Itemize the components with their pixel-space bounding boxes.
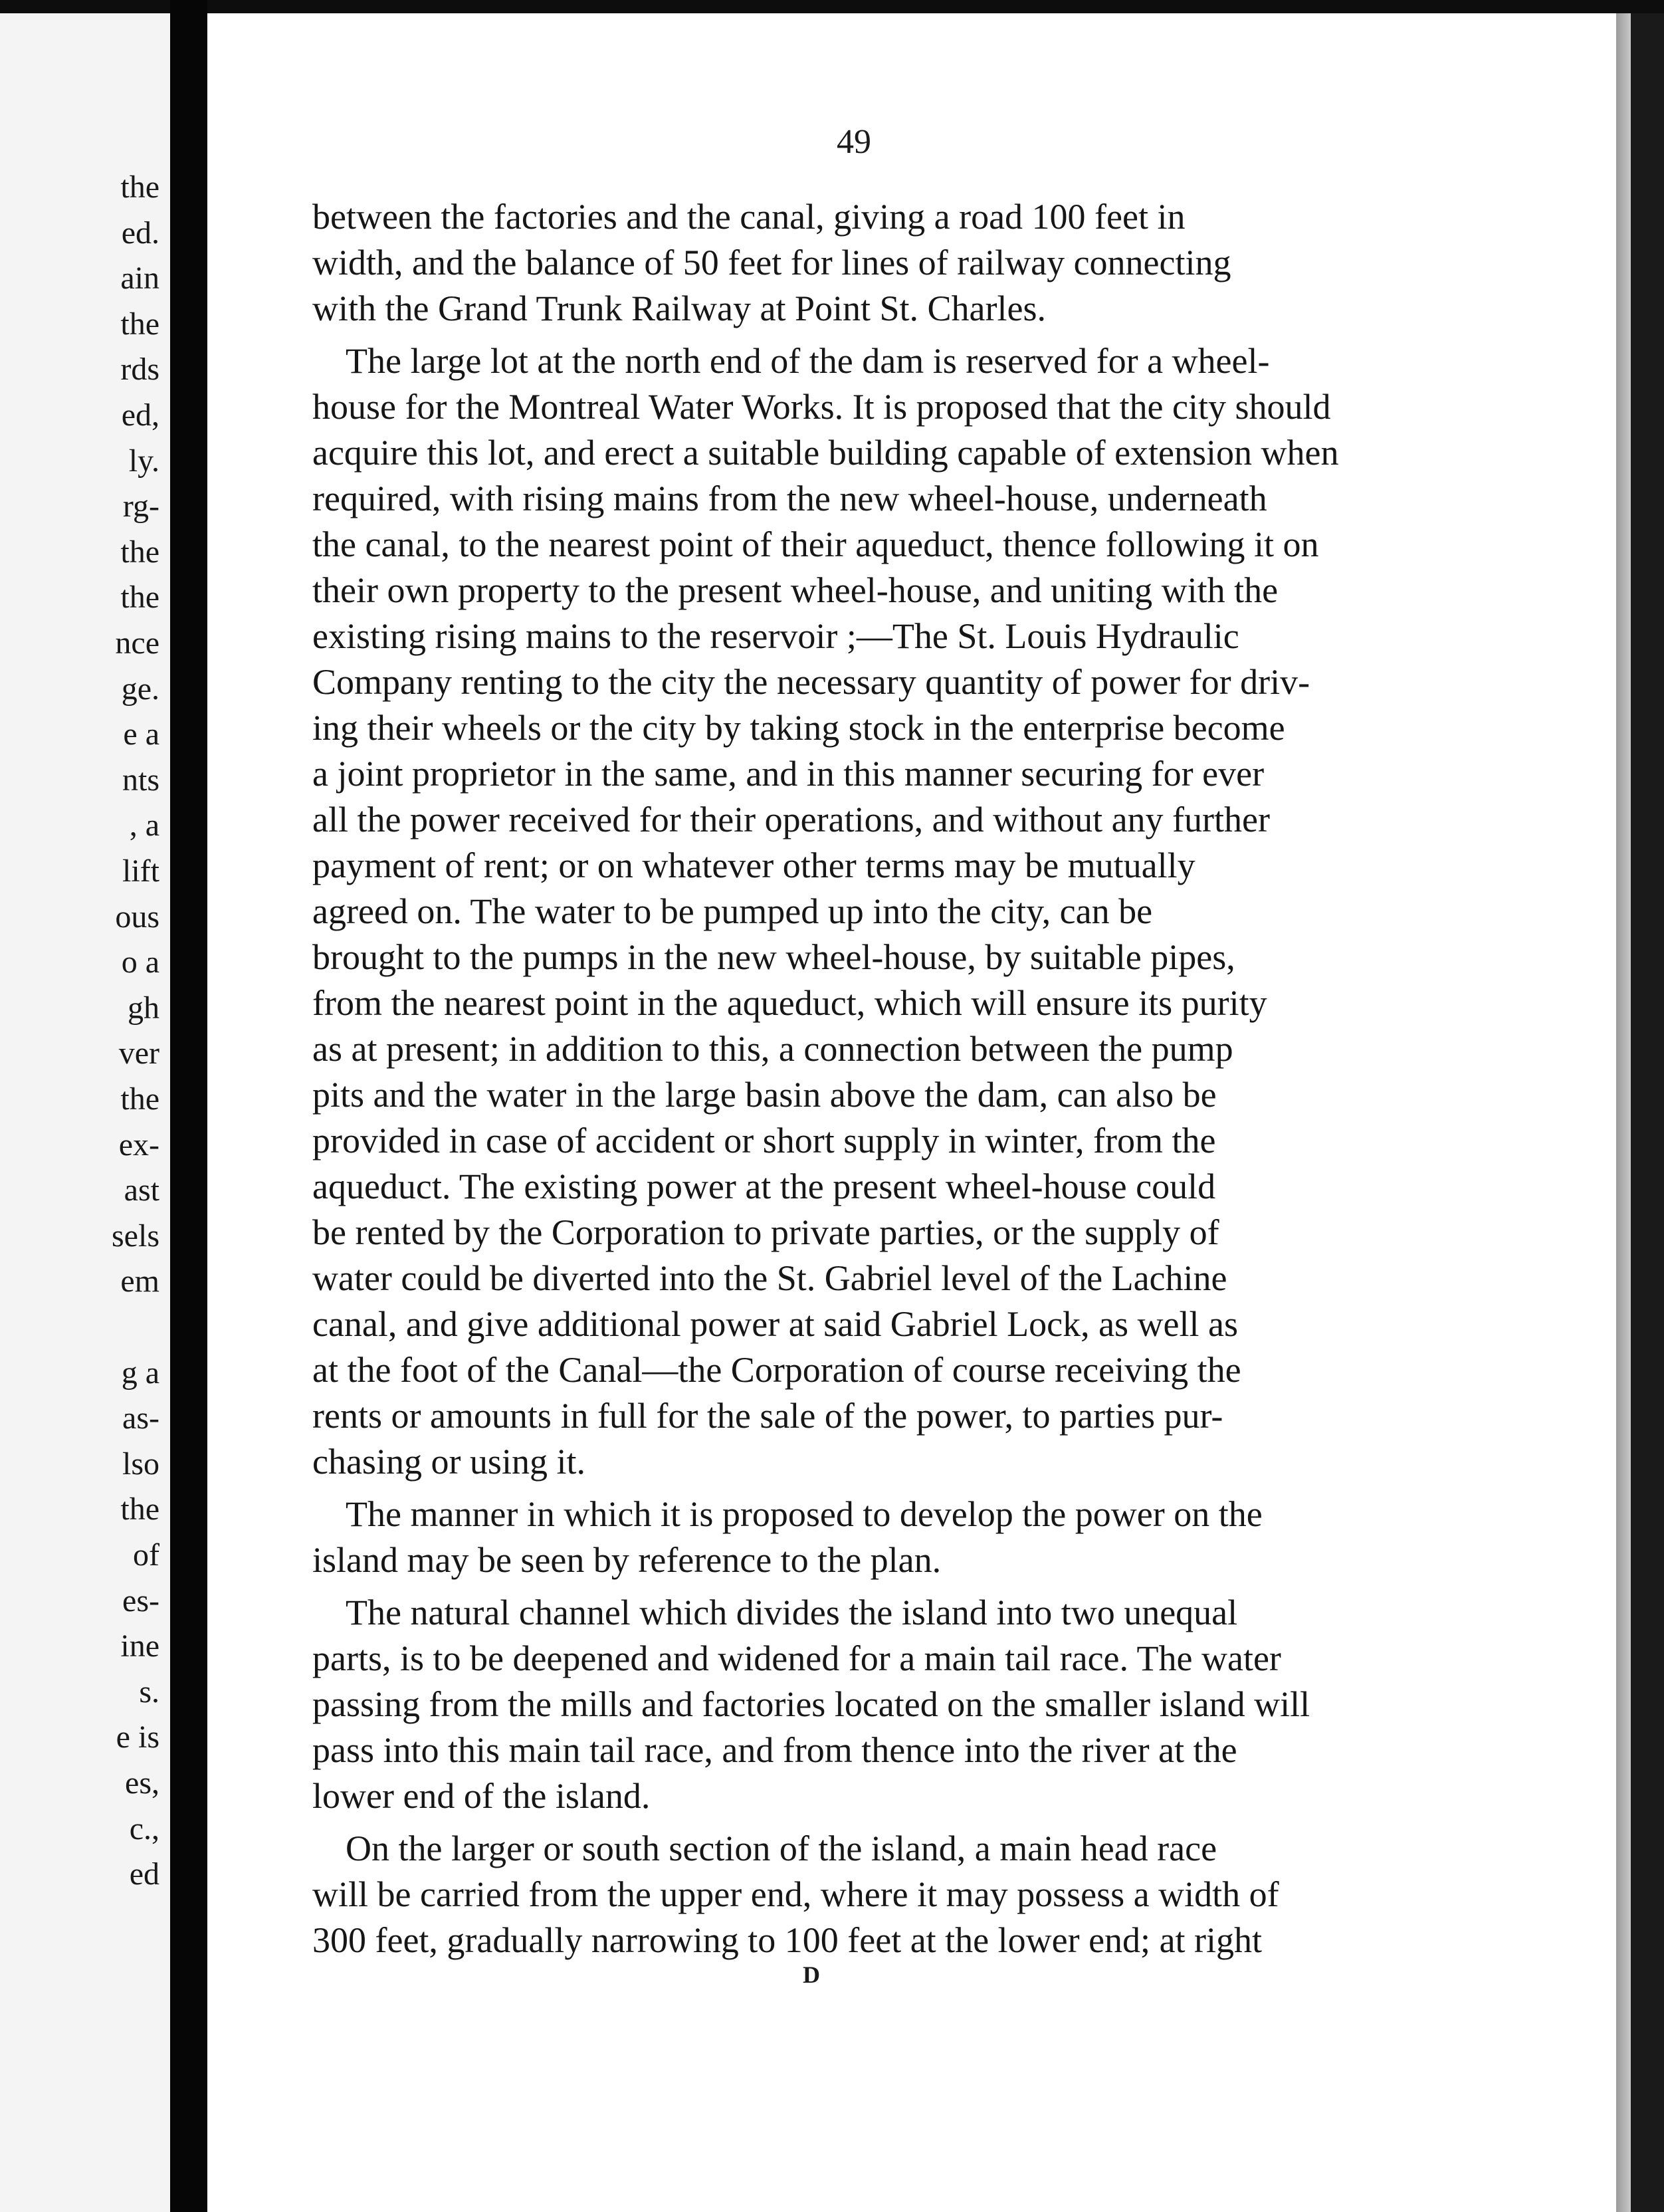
text-line: be rented by the Corporation to private parties, or the supply of xyxy=(312,1212,1219,1252)
facing-page-line: sels xyxy=(112,1218,159,1254)
text-line: island may be seen by reference to the plan. xyxy=(312,1540,942,1580)
facing-page-line: e a xyxy=(123,717,159,752)
text-line: brought to the pumps in the new wheel-house, by suitable pipes, xyxy=(312,937,1235,977)
text-line: with the Grand Trunk Railway at Point St. Charles. xyxy=(312,288,1046,328)
text-line: required, with rising mains from the new wheel-house, underneath xyxy=(312,479,1267,518)
facing-page-line: em xyxy=(120,1264,159,1299)
facing-page-line: gh xyxy=(128,990,159,1026)
facing-page-line: nce xyxy=(115,625,159,661)
text-line: Company renting to the city the necessary quantity of power for driv- xyxy=(312,662,1310,702)
text-line: from the nearest point in the aqueduct, which will ensure its purity xyxy=(312,983,1267,1023)
facing-page-line: lso xyxy=(122,1446,159,1482)
text-line: house for the Montreal Water Works. It is proposed that the city should xyxy=(312,387,1331,427)
facing-page-line: ine xyxy=(120,1628,159,1664)
book-gutter xyxy=(170,0,207,2212)
page-edge-shadow xyxy=(1616,13,1631,2212)
facing-page-line: the xyxy=(120,1081,159,1117)
facing-page-line: s. xyxy=(139,1674,159,1710)
facing-page-line: ly. xyxy=(128,443,159,479)
facing-page-line: ver xyxy=(118,1036,159,1071)
text-line: will be carried from the upper end, where it may possess a width of xyxy=(312,1874,1279,1914)
facing-page-line: ex- xyxy=(118,1127,159,1162)
text-line: parts, is to be deepened and widened for a main tail race. The water xyxy=(312,1638,1281,1678)
facing-page-line: c., xyxy=(129,1811,159,1846)
text-line: The natural channel which divides the island into two unequal xyxy=(346,1593,1238,1632)
text-line: lower end of the island. xyxy=(312,1776,651,1816)
text-line: pits and the water in the large basin above the dam, can also be xyxy=(312,1075,1217,1115)
text-line: at the foot of the Canal—the Corporation of course receiving the xyxy=(312,1350,1241,1390)
signature-mark: D xyxy=(803,1961,820,1988)
text-line: acquire this lot, and erect a suitable building capable of extension when xyxy=(312,433,1339,473)
facing-page-line: the xyxy=(120,306,159,342)
text-line: passing from the mills and factories located on the smaller island will xyxy=(312,1684,1310,1724)
text-line: The large lot at the north end of the dam is reserved for a wheel- xyxy=(346,341,1270,381)
text-line: ing their wheels or the city by taking stock in the enterprise become xyxy=(312,708,1285,748)
facing-page-line: the xyxy=(120,169,159,205)
facing-page-line: g a xyxy=(121,1355,159,1390)
facing-page-line: rds xyxy=(120,352,159,387)
text-line: chasing or using it. xyxy=(312,1442,585,1482)
text-line: a joint proprietor in the same, and in this manner securing for ever xyxy=(312,754,1265,794)
text-line: payment of rent; or on whatever other terms may be mutually xyxy=(312,845,1196,885)
facing-page-line: o a xyxy=(121,944,159,980)
facing-page-line: rg- xyxy=(122,489,159,524)
page-edge xyxy=(1631,13,1664,2212)
facing-page-line: of xyxy=(133,1537,159,1573)
paragraph xyxy=(312,1826,1389,1963)
facing-page-line: the xyxy=(120,580,159,615)
facing-page-line: nts xyxy=(122,762,159,798)
facing-page-line: ed, xyxy=(121,397,159,433)
page-number: 49 xyxy=(837,123,871,161)
text-line: width, and the balance of 50 feet for lines of railway connecting xyxy=(312,243,1231,282)
text-line: The manner in which it is proposed to develop the power on the xyxy=(346,1494,1263,1534)
facing-page-line: as- xyxy=(122,1400,159,1436)
text-line: 300 feet, gradually narrowing to 100 feet at the lower end; at right xyxy=(312,1920,1263,1960)
facing-page-line: ain xyxy=(120,261,159,296)
text-line: pass into this main tail race, and from thence into the river at the xyxy=(312,1730,1237,1770)
facing-page-line: ous xyxy=(115,899,159,935)
facing-page-line: es- xyxy=(122,1583,159,1618)
text-line: the canal, to the nearest point of their aqueduct, thence following it on xyxy=(312,524,1319,564)
text-line: canal, and give additional power at said Gabriel Lock, as well as xyxy=(312,1304,1239,1344)
facing-page-line: , a xyxy=(129,808,159,843)
paragraph xyxy=(312,338,1389,1485)
text-line: On the larger or south section of the island, a main head race xyxy=(346,1828,1217,1868)
paragraph xyxy=(312,194,1389,332)
facing-page-fragment xyxy=(0,13,170,2212)
facing-page-line: the xyxy=(120,534,159,570)
facing-page-line: lift xyxy=(122,853,159,889)
text-line: aqueduct. The existing power at the present wheel-house could xyxy=(312,1166,1216,1206)
paragraph xyxy=(312,1492,1389,1583)
text-line: between the factories and the canal, giving a road 100 feet in xyxy=(312,197,1186,237)
text-line: as at present; in addition to this, a connection between the pump xyxy=(312,1029,1233,1069)
facing-page-line: ast xyxy=(124,1172,159,1208)
text-line: their own property to the present wheel-house, and uniting with the xyxy=(312,570,1279,610)
facing-page-line: the xyxy=(120,1492,159,1527)
facing-page-line: ed xyxy=(129,1856,159,1892)
facing-page-line: ge. xyxy=(121,671,159,707)
text-line: water could be diverted into the St. Gabriel level of the Lachine xyxy=(312,1258,1227,1298)
text-line: existing rising mains to the reservoir ;—The St. Louis Hydraulic xyxy=(312,616,1239,656)
facing-page-line: ed. xyxy=(121,215,159,251)
facing-page-line: es, xyxy=(125,1765,159,1801)
text-line: all the power received for their operations, and without any further xyxy=(312,800,1270,839)
text-line: provided in case of accident or short supply in winter, from the xyxy=(312,1121,1216,1161)
text-line: rents or amounts in full for the sale of the power, to parties pur- xyxy=(312,1396,1223,1436)
facing-page-line: e is xyxy=(116,1719,159,1755)
paragraph xyxy=(312,1590,1389,1819)
text-line: agreed on. The water to be pumped up into the city, can be xyxy=(312,891,1153,931)
body-text xyxy=(312,194,1389,1970)
